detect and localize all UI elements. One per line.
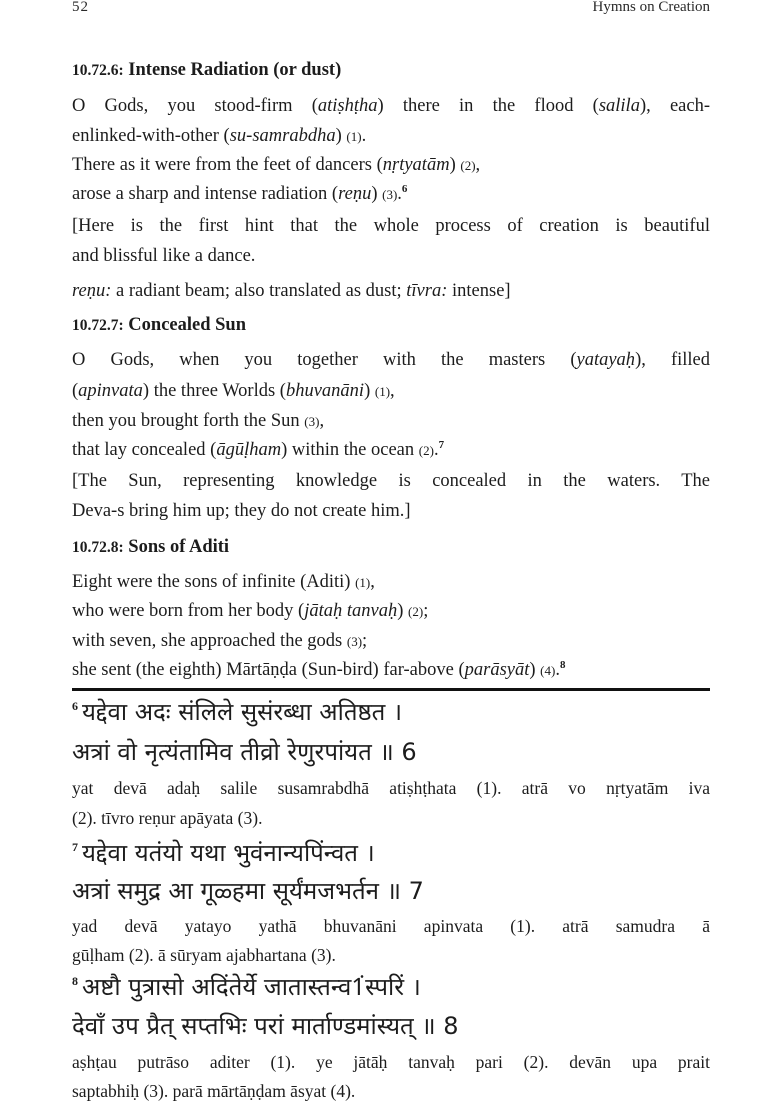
verse-line: then you brought forth the Sun (3),	[72, 411, 325, 431]
section-heading	[72, 537, 229, 558]
verse-line: she sent (the eighth) Mārtāṇḍa (Sun-bird) far-above (parāsyāt) (4).$^8$	[72, 659, 566, 680]
section-heading	[72, 60, 341, 81]
footnote-marker: 7	[72, 840, 78, 854]
running-head	[72, 0, 710, 19]
transliteration-line: aṣhṭau putrāso aditer (1). ye jātāḥ tanvaḥ pari (2). devān upa prait	[72, 1052, 710, 1072]
verse-line: Eight were the sons of infinite (Aditi) (1),	[72, 572, 375, 592]
verse-line: (apinvata) the three Worlds (bhuvanāni) (1),	[72, 381, 395, 401]
verse-number: 10.72.8:	[72, 539, 124, 556]
verse-line: enlinked-with-other (su-samrabdha) (1).	[72, 126, 367, 146]
section-title: Concealed Sun	[128, 315, 246, 335]
transliteration-line: gūḷham (2). ā sūryam ajabhartana (3).	[72, 945, 336, 965]
footnote-divider	[72, 688, 710, 691]
sanskrit-verse	[72, 695, 402, 728]
section-title: Intense Radiation (or dust)	[128, 60, 342, 80]
commentary-line: Deva-s bring him up; they do not create him.]	[72, 501, 411, 521]
sanskrit-line: अत्रां वो नृत्यंतामिव तीव्रो रेणुरपांयत ॥ 6	[72, 738, 417, 766]
sanskrit-line: यद्देवा अदः संलिले सुसंरब्धा अतिष्ठत ।	[82, 698, 403, 726]
transliteration-line: (2). tīvro reṇur apāyata (3).	[72, 808, 263, 828]
section-title: Sons of Aditi	[128, 537, 230, 557]
section-heading	[72, 315, 246, 336]
sanskrit-line: अत्रां समुद्र आ गूळ्हमा सूर्यंमजभर्तन ॥ 7	[72, 877, 424, 905]
footnote-ref: 7	[438, 439, 445, 451]
verse-line: with seven, she approached the gods (3);	[72, 631, 368, 651]
footnote-marker: 6	[72, 699, 78, 713]
sanskrit-verse	[72, 836, 375, 869]
running-title: Hymns on Creation	[592, 0, 710, 15]
verse-line: that lay concealed (āgūḷham) within the ocean (2).$^7$	[72, 439, 445, 460]
commentary-line: reṇu: a radiant beam; also translated as dust; tīvra: intense]	[72, 281, 511, 301]
page-number: 52	[72, 0, 89, 15]
verse-line: O Gods, you stood-firm (atiṣhṭha) there in the flood (salila), each-	[72, 96, 710, 116]
verse-number: 10.72.6:	[72, 62, 124, 79]
commentary-line: [The Sun, representing knowledge is concealed in the waters. The	[72, 471, 710, 491]
sanskrit-verse	[72, 970, 421, 1003]
sanskrit-line: देवाँ उप प्रैत् सप्तभिः परां मार्ताण्डमांस्यत् ॥ 8	[72, 1012, 459, 1040]
verse-line: There as it were from the feet of dancers (nṛtyatām) (2),	[72, 155, 481, 175]
sanskrit-line: यद्देवा यतंयो यथा भुवंनान्यपिंन्वत ।	[82, 839, 375, 867]
verse-number: 10.72.7:	[72, 317, 124, 334]
commentary-line: [Here is the first hint that the whole process of creation is beautiful	[72, 216, 710, 236]
verse-line: arose a sharp and intense radiation (reṇu) (3).$^6$	[72, 183, 408, 204]
commentary-line: and blissful like a dance.	[72, 246, 256, 266]
verse-line: who were born from her body (jātaḥ tanvaḥ) (2);	[72, 601, 429, 621]
footnote-ref: 6	[401, 183, 408, 195]
footnote-marker: 8	[72, 974, 78, 988]
sanskrit-line: अष्टौ पुत्रासो अदिंतेर्ये जातास्तन्व1ंस्परिं ।	[82, 973, 421, 1001]
footnote-ref: 8	[559, 659, 566, 671]
transliteration-line: saptabhiḥ (3). parā mārtāṇḍam āsyat (4).	[72, 1081, 356, 1101]
verse-line: O Gods, when you together with the masters (yatayaḥ), filled	[72, 350, 710, 370]
transliteration-line: yad devā yatayo yathā bhuvanāni apinvata (1). atrā samudra ā	[72, 916, 710, 936]
transliteration-line: yat devā adaḥ salile susamrabdhā atiṣhṭhata (1). atrā vo nṛtyatām iva	[72, 778, 710, 798]
